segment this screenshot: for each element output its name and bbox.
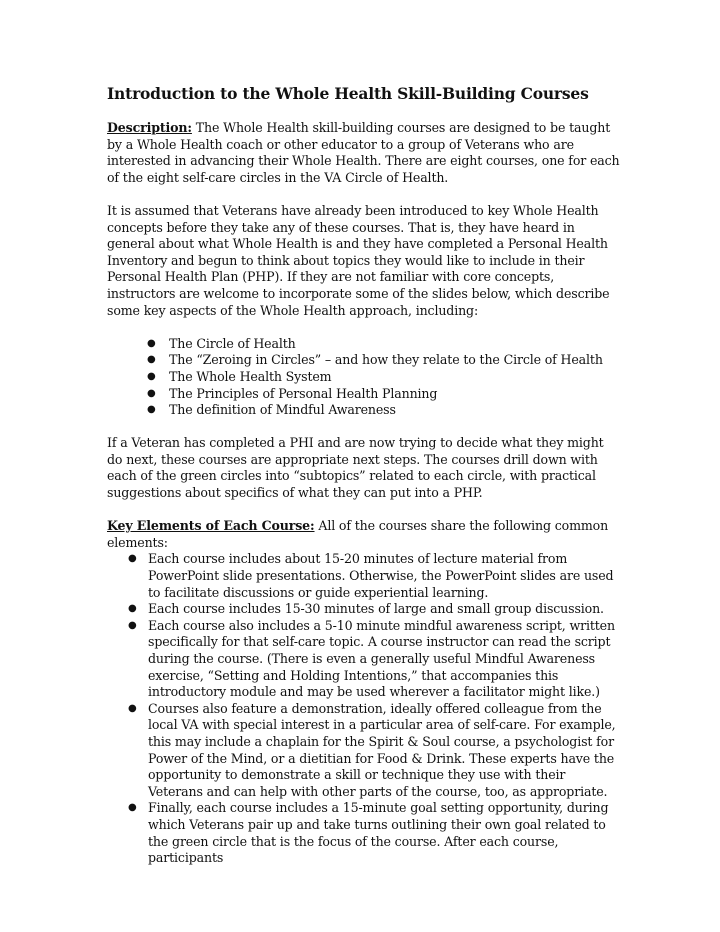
list-item-text: The Circle of Health xyxy=(169,335,296,351)
description-text: The Whole Health skill-building courses are designed to be taught by a Whole Health coach or other educator to a group of Veterans who are interested in advancing their Whole Health. There are eight courses, one for each of the eight self-care circles in the VA Circle of Health. xyxy=(107,120,620,185)
description-label: Description: xyxy=(107,120,192,135)
list-item xyxy=(107,551,622,601)
list-item-text: Finally, each course includes a 15-minute goal setting opportunity, during which Veterans pair up and take turns outlining their own goal related to the green circle that is the focus of the course. After each course, participants xyxy=(148,800,609,866)
list-item xyxy=(107,386,622,403)
bullet-icon: ● xyxy=(147,387,156,399)
list-item xyxy=(107,701,622,801)
key-elements-label: Key Elements of Each Course: xyxy=(107,518,315,534)
list-item xyxy=(107,369,622,386)
bullet-icon: ● xyxy=(147,370,156,382)
list-item-text: Courses also feature a demonstration, ideally offered colleague from the local VA with special interest in a particular area of self-care. For example, this may include a chaplain for the Spirit & Soul course, a psychologist for Power of the Mind, or a dietitian for Food & Drink. These experts have the opportunity to demonstrate a skill or technique they use with their Veterans and can help with other parts of the course, too, as appropriate. xyxy=(148,700,616,799)
prerequisites-paragraph: It is assumed that Veterans have already been introduced to key Whole Health concepts before they take any of these courses. That is, they have heard in general about what Whole Health is and they have completed a Personal Health Inventory and begun to think about topics they would like to include in their Personal Health Plan (PHP). If they are not familiar with core concepts, instructors are welcome to incorporate some of the slides below, which describe some key aspects of the Whole Health approach, including: xyxy=(107,202,610,318)
bullet-icon: ● xyxy=(128,802,137,814)
list-item xyxy=(107,336,622,353)
bullet-icon: ● xyxy=(128,702,137,714)
list-item-text: The Principles of Personal Health Planning xyxy=(169,385,438,401)
page-title: Introduction to the Whole Health Skill-Building Courses xyxy=(107,84,589,103)
description-paragraph xyxy=(107,120,622,186)
key-elements-paragraph xyxy=(107,518,622,551)
list-item-text: Each course also includes a 5-10 minute mindful awareness script, written specifically for that self-care topic. A course instructor can read the script during the course. (There is even a generally useful Mindful Awareness exercise, “Setting and Holding Intentions,” that accompanies this introductory module and may be used wherever a facilitator might like.) xyxy=(148,617,615,700)
next-steps-paragraph: If a Veteran has completed a PHI and are now trying to decide what they might do next, these courses are appropriate next steps. The courses drill down with each of the green circles into “subtopics” related to each circle, with practical suggestions about specifics of what they can put into a PHP. xyxy=(107,435,604,501)
list-item xyxy=(107,601,622,618)
bullet-icon: ● xyxy=(128,603,137,615)
list-item xyxy=(107,800,622,866)
list-item-text: Each course includes 15-30 minutes of large and small group discussion. xyxy=(148,601,604,617)
list-item-text: Each course includes about 15-20 minutes of lecture material from PowerPoint slide presentations. Otherwise, the PowerPoint slides are used to facilitate discussions or guide experiential learning. xyxy=(148,551,614,600)
list-item-text: The “Zeroing in Circles” – and how they relate to the Circle of Health xyxy=(169,352,603,368)
list-item xyxy=(107,618,622,701)
bullet-icon: ● xyxy=(147,354,156,366)
list-item xyxy=(107,352,622,369)
bullet-icon: ● xyxy=(128,619,137,631)
elements-list xyxy=(107,551,622,866)
list-item xyxy=(107,402,622,419)
key-elements-text: All of the courses share the following common elements: xyxy=(107,518,609,550)
bullet-icon: ● xyxy=(147,404,156,416)
list-item-text: The definition of Mindful Awareness xyxy=(169,402,396,418)
concepts-list xyxy=(107,336,622,419)
bullet-icon: ● xyxy=(147,337,156,349)
list-item-text: The Whole Health System xyxy=(169,368,332,384)
document-page xyxy=(107,84,622,867)
bullet-icon: ● xyxy=(128,553,137,565)
